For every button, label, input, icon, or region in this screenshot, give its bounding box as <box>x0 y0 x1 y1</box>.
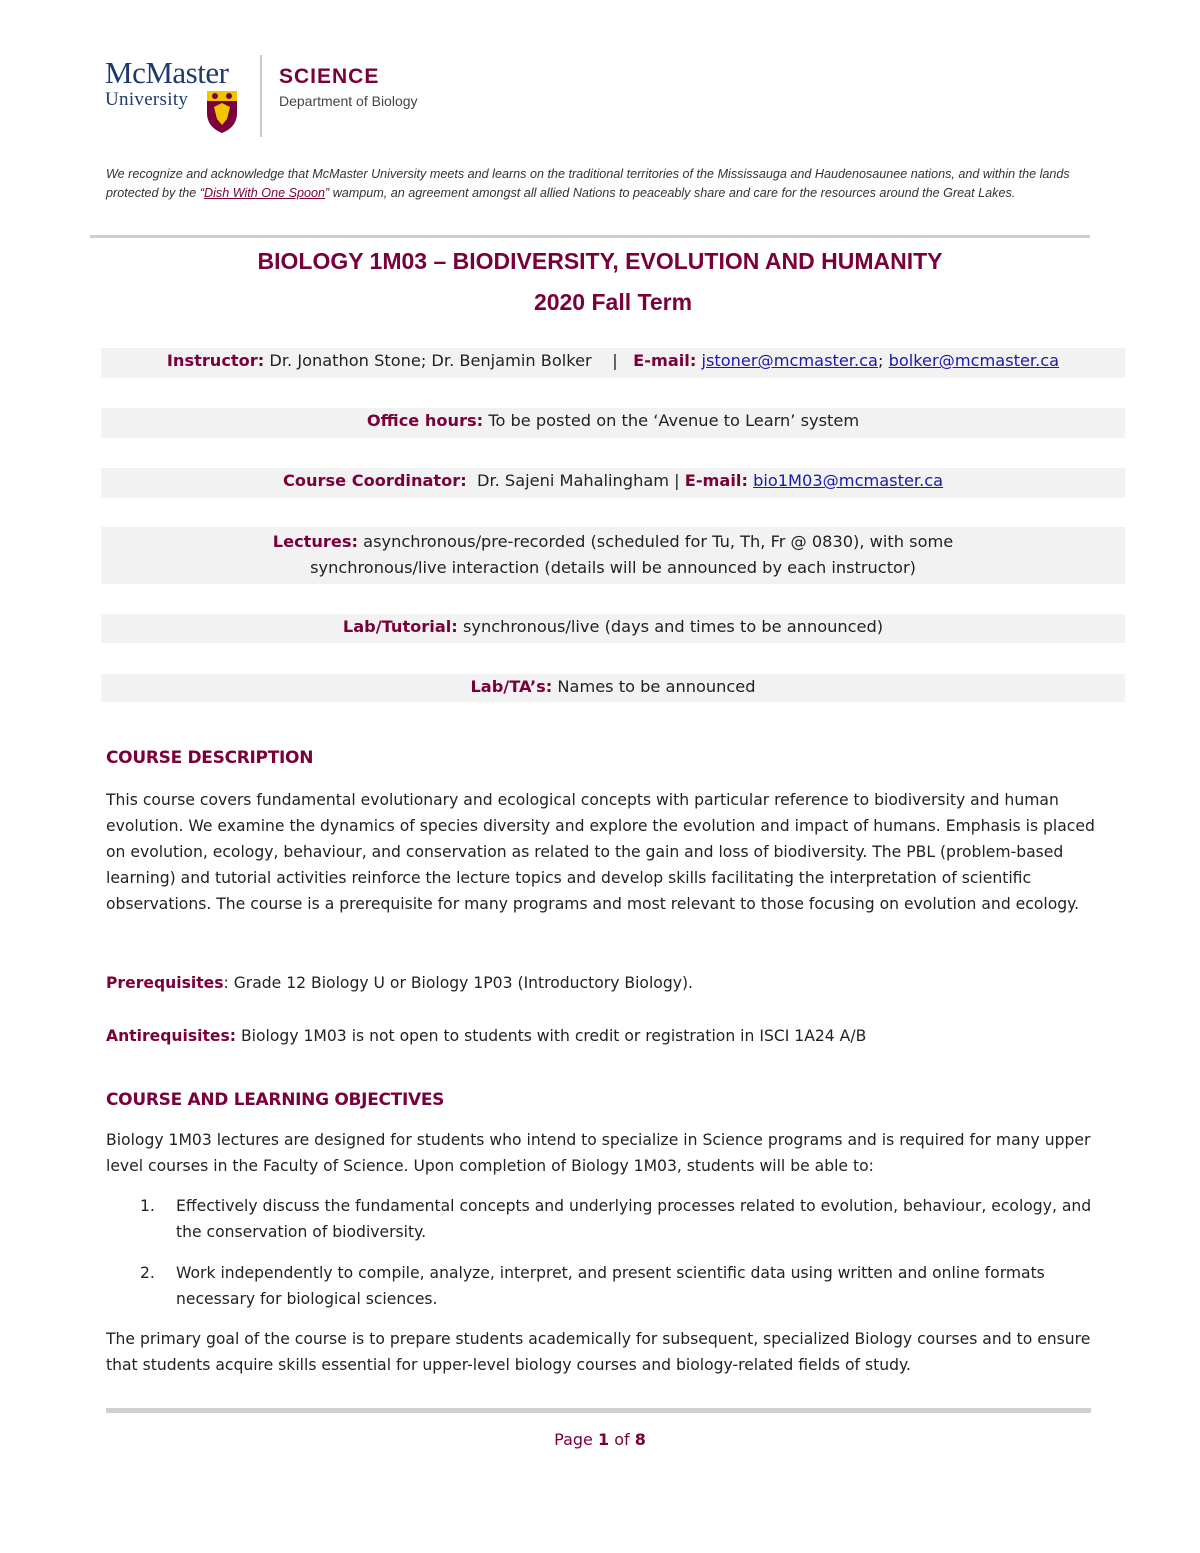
coordinator-row <box>101 468 1125 498</box>
prerequisites-label: Prerequisites <box>106 974 224 992</box>
page-current: 1 <box>597 1430 610 1449</box>
course-term: 2020 Fall Term <box>533 289 693 315</box>
faculty-name: SCIENCE <box>279 65 380 88</box>
office-hours-row <box>101 408 1125 438</box>
coordinator-email-label: E-mail: <box>684 471 748 490</box>
objectives-intro: Biology 1M03 lectures are designed for students who intend to specialize in Science programs and is required for many upper level courses in the Faculty of Science. Upon completion of Biology 1M03, students will be able to: <box>106 1131 1091 1175</box>
objectives-heading: COURSE AND LEARNING OBJECTIVES <box>106 1090 445 1110</box>
ack-text-after: ” wampum, an agreement amongst all allied Nations to peaceably share and care for the resources around the Great Lakes. <box>325 186 1016 200</box>
header-divider <box>260 55 262 137</box>
lectures-row <box>101 527 1125 584</box>
instructor-row <box>101 348 1125 378</box>
crest-icon <box>205 89 239 135</box>
top-divider <box>90 235 1090 238</box>
objective-text: Work independently to compile, analyze, interpret, and present scientific data using written and online formats necessary for biological sciences. <box>176 1264 1045 1308</box>
prerequisites-value: : Grade 12 Biology U or Biology 1P03 (Introductory Biology). <box>223 974 693 992</box>
logo-line1: McMaster <box>105 55 229 90</box>
office-hours-value: To be posted on the ‘Avenue to Learn’ system <box>483 411 860 430</box>
ack-text-before: We recognize and acknowledge that McMaster University meets and learns on the traditional territories of the Mississauga and Haudenosaunee nations, and within the lands protected by the “ <box>106 167 1070 200</box>
objective-number: 2. <box>140 1264 155 1282</box>
department-name: Department of Biology <box>279 93 418 109</box>
ta-value: Names to be announced <box>552 677 756 696</box>
lab-label: Lab/Tutorial: <box>342 617 458 636</box>
antirequisites-value: Biology 1M03 is not open to students with credit or registration in ISCI 1A24 A/B <box>236 1027 867 1045</box>
coordinator-email-link[interactable]: bio1M03@mcmaster.ca <box>753 471 944 490</box>
lectures-wrapper <box>101 527 1125 581</box>
ta-label: Lab/TA’s: <box>470 677 553 696</box>
objectives-closing: The primary goal of the course is to prepare students academically for subsequent, specialized Biology courses and to ensure that students acquire skills essential for upper-level biology courses and biology-related fields of study. <box>106 1330 1091 1374</box>
logo-line2: University <box>105 89 189 110</box>
instructor-label: Instructor: <box>166 351 265 370</box>
objective-text: Effectively discuss the fundamental concepts and underlying processes related to evolution, behaviour, ecology, and the conservation of biodiversity. <box>176 1197 1092 1241</box>
antirequisites <box>106 1023 1116 1049</box>
lectures-label: Lectures: <box>272 532 359 551</box>
course-description-text: This course covers fundamental evolutionary and ecological concepts with particular reference to biodiversity and human evolution. We examine the dynamics of species diversity and explore the evolution and impact of humans. Emphasis is placed on evolution, ecology, behaviour, and conservation as related to the gain and loss of biodiversity. The PBL (problem-based learning) and tutorial activities reinforce the lecture topics and develop skills facilitating the interpretation of scientific observations. The course is a prerequisite for many programs and most relevant to those focusing on evolution and ecology. <box>106 791 1095 913</box>
email-separator: ; <box>877 351 889 370</box>
page-word: Page <box>554 1430 598 1449</box>
land-acknowledgement <box>106 165 1106 203</box>
email-link-bolker[interactable]: bolker@mcmaster.ca <box>888 351 1060 370</box>
page-header <box>105 55 505 140</box>
email-label: E-mail: <box>633 351 697 370</box>
coordinator-label: Course Coordinator: <box>282 471 467 490</box>
lectures-value: asynchronous/pre-recorded (scheduled for Tu, Th, Fr @ 0830), with some synchronous/live interaction (details will be announced by each instructor) <box>310 532 954 577</box>
course-title: BIOLOGY 1M03 – BIODIVERSITY, EVOLUTION AND HUMANITY <box>257 248 943 274</box>
course-description-heading: COURSE DESCRIPTION <box>106 748 314 768</box>
bottom-divider <box>106 1408 1091 1413</box>
email-link-stone[interactable]: jstoner@mcmaster.ca <box>701 351 878 370</box>
lab-value: synchronous/live (days and times to be announced) <box>457 617 884 636</box>
page-footer <box>0 1430 1200 1449</box>
antirequisites-label: Antirequisites: <box>106 1027 237 1045</box>
coordinator-value: Dr. Sajeni Mahalingham | <box>466 471 685 490</box>
objective-number: 1. <box>140 1197 155 1215</box>
instructor-value: Dr. Jonathon Stone; Dr. Benjamin Bolker | <box>264 351 634 370</box>
page-total: 8 <box>634 1430 646 1449</box>
page-of: of <box>609 1430 635 1449</box>
dish-with-one-spoon-link[interactable]: Dish With One Spoon <box>204 186 326 200</box>
office-hours-label: Office hours: <box>366 411 484 430</box>
lab-row <box>101 614 1125 643</box>
ta-row <box>101 674 1125 702</box>
prerequisites <box>106 970 1116 996</box>
